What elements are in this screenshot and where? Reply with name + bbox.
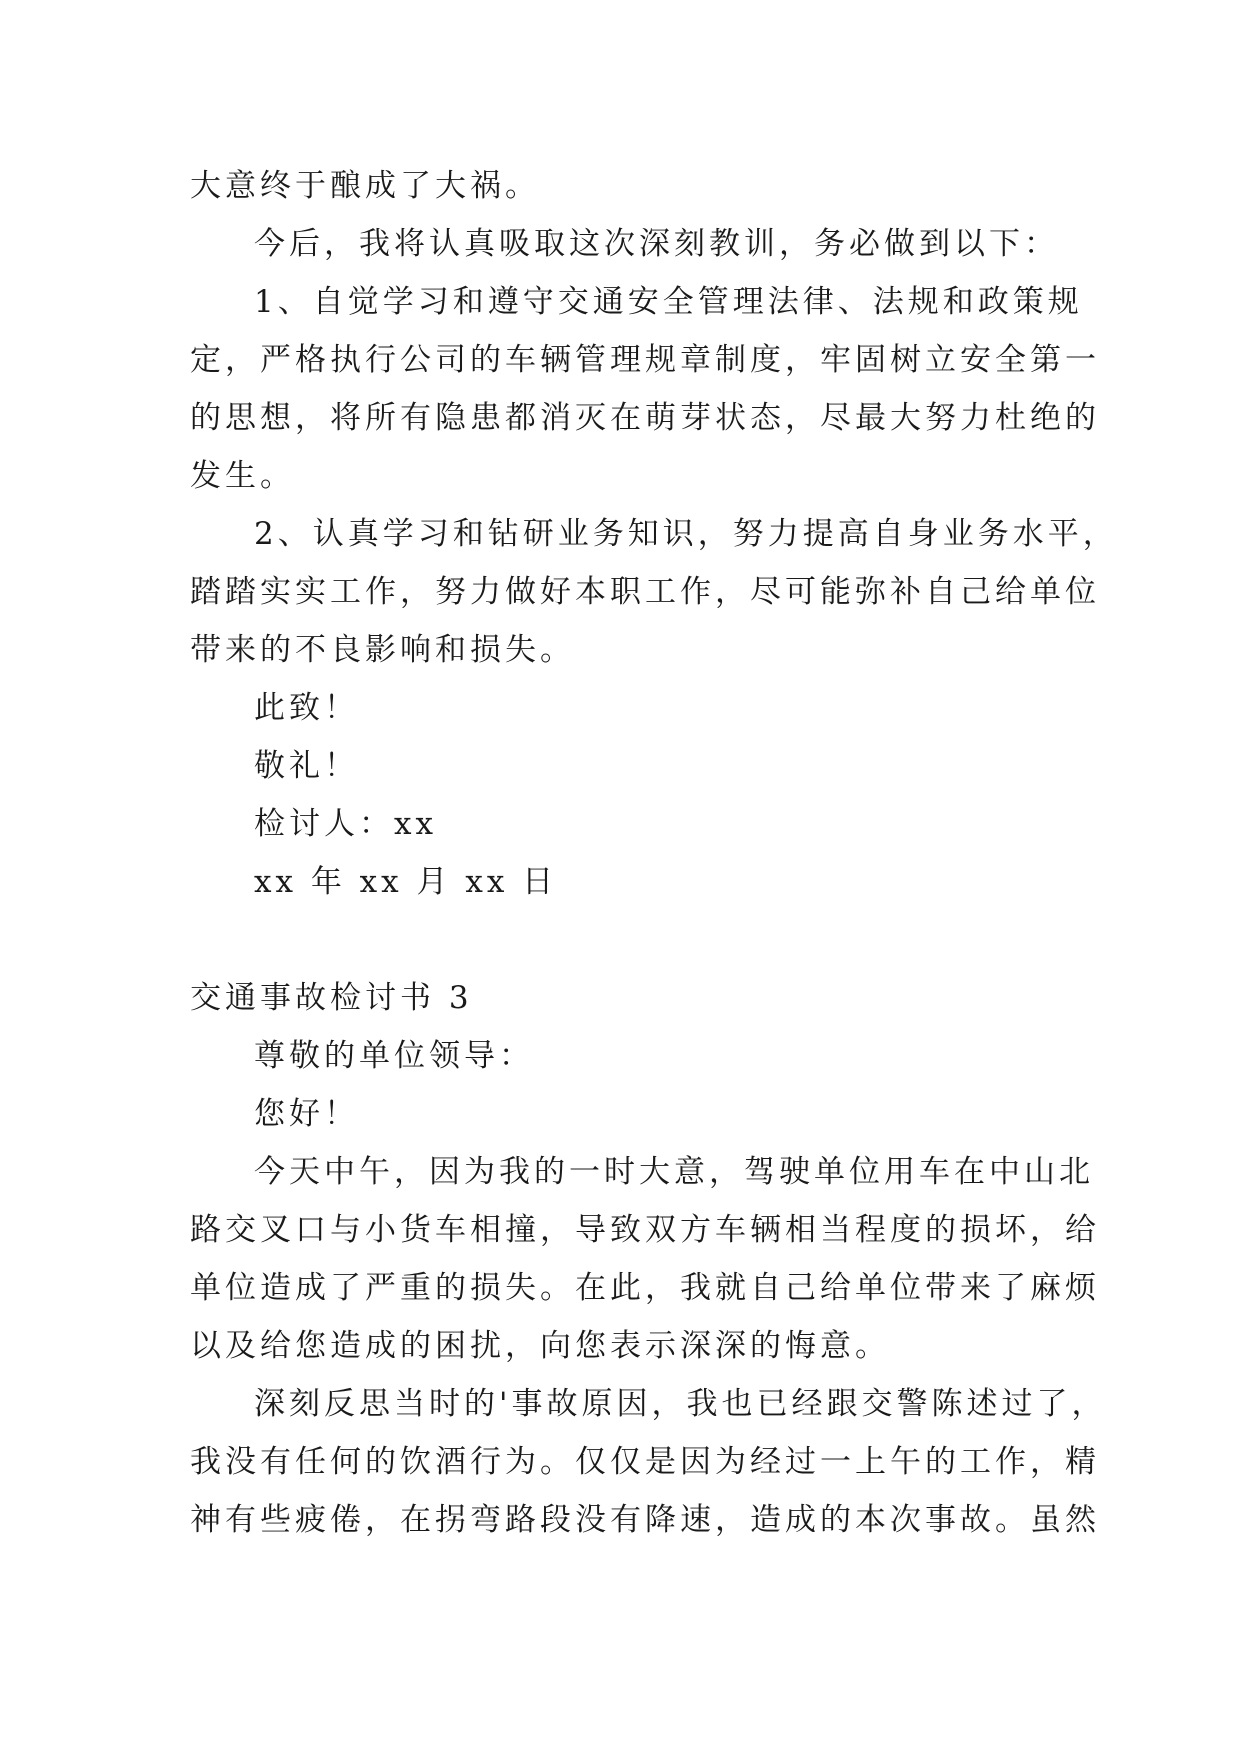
text-line: 踏踏实实工作，努力做好本职工作，尽可能弥补自己给单位 bbox=[190, 574, 1100, 610]
greeting: 您好！ bbox=[254, 1096, 359, 1132]
salutation: 此致！ bbox=[254, 690, 359, 726]
text-line: 2、认真学习和钻研业务知识，努力提高自身业务水平， bbox=[254, 516, 1118, 552]
text-line: 发生。 bbox=[190, 458, 295, 494]
text-line: 1、自觉学习和遵守交通安全管理法律、法规和政策规 bbox=[254, 284, 1083, 320]
date-line: xx 年 xx 月 xx 日 bbox=[254, 864, 558, 900]
salutation: 敬礼！ bbox=[254, 748, 359, 784]
text-line: 神有些疲倦，在拐弯路段没有降速，造成的本次事故。虽然 bbox=[190, 1502, 1100, 1538]
text-line: 大意终于酿成了大祸。 bbox=[190, 168, 540, 204]
text-line: 单位造成了严重的损失。在此，我就自己给单位带来了麻烦 bbox=[190, 1270, 1100, 1306]
text-line: 路交叉口与小货车相撞，导致双方车辆相当程度的损坏，给 bbox=[190, 1212, 1100, 1248]
text-line: 今后，我将认真吸取这次深刻教训，务必做到以下： bbox=[254, 226, 1059, 262]
text-line: 我没有任何的饮酒行为。仅仅是因为经过一上午的工作，精 bbox=[190, 1444, 1100, 1480]
greeting: 尊敬的单位领导： bbox=[254, 1038, 534, 1074]
text-line: 定，严格执行公司的车辆管理规章制度，牢固树立安全第一 bbox=[190, 342, 1100, 378]
section-title: 交通事故检讨书 3 bbox=[190, 980, 473, 1016]
text-line: 带来的不良影响和损失。 bbox=[190, 632, 575, 668]
text-line: 今天中午，因为我的一时大意，驾驶单位用车在中山北 bbox=[254, 1154, 1094, 1190]
signer-line: 检讨人：xx bbox=[254, 806, 437, 842]
text-line: 以及给您造成的困扰，向您表示深深的悔意。 bbox=[190, 1328, 890, 1364]
text-line: 深刻反思当时的'事故原因，我也已经跟交警陈述过了， bbox=[254, 1386, 1107, 1422]
text-line: 的思想，将所有隐患都消灭在萌芽状态，尽最大努力杜绝的 bbox=[190, 400, 1100, 436]
